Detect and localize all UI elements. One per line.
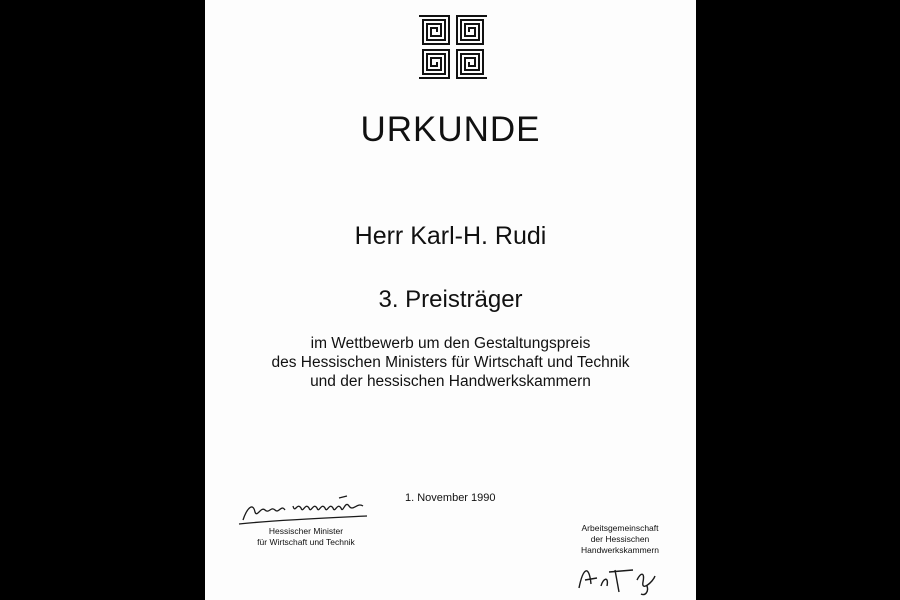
- award-date: 1. November 1990: [405, 492, 496, 504]
- maze-square-emblem-icon: [417, 14, 489, 80]
- description-line: im Wettbewerb um den Gestaltungspreis: [310, 335, 591, 352]
- award-rank: 3. Preisträger: [378, 286, 523, 313]
- certificate-title: URKUNDE: [360, 110, 541, 149]
- certificate-page: [205, 0, 696, 600]
- description-line: und der hessischen Handwerkskammern: [310, 373, 591, 390]
- chamber-signature: [575, 558, 670, 598]
- minister-signature: [235, 488, 375, 528]
- minister-label-line: Hessischer Minister: [268, 526, 344, 536]
- chamber-label: [565, 523, 675, 556]
- award-description: [205, 334, 696, 391]
- chamber-label-line: der Hessischen: [590, 534, 650, 544]
- minister-label-line: für Wirtschaft und Technik: [257, 537, 355, 547]
- description-line: des Hessischen Ministers für Wirtschaft und Technik: [271, 354, 630, 371]
- chamber-label-line: Arbeitsgemeinschaft: [581, 523, 659, 533]
- minister-label: [241, 526, 371, 548]
- recipient-name: Herr Karl-H. Rudi: [354, 222, 547, 250]
- chamber-label-line: Handwerkskammern: [581, 545, 659, 555]
